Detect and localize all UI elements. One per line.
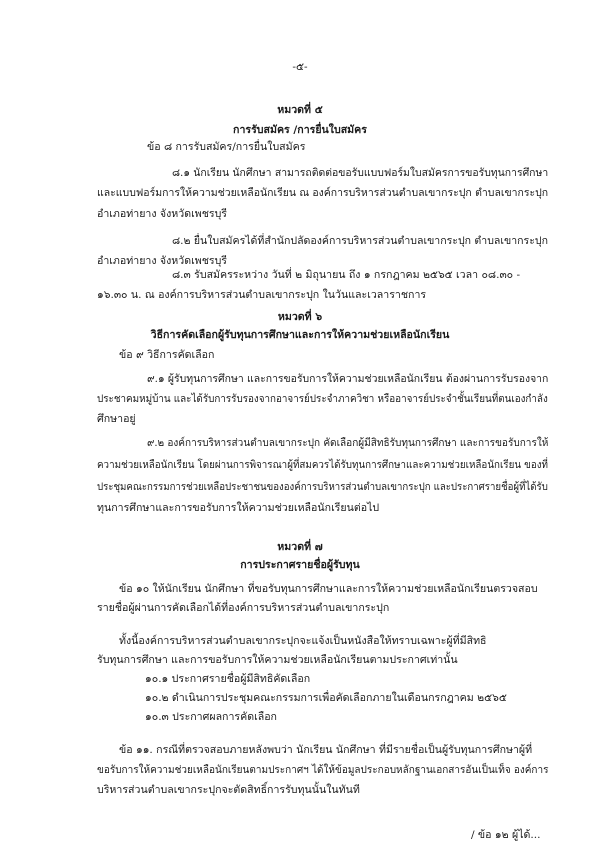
clause-9: ข้อ ๙ วิธีการคัดเลือก (119, 349, 215, 361)
item-8-3-line-1: ๘.๓ รับสมัครระหว่าง วันที่ ๒ มิถุนายน ถึง ๑ กรกฎาคม ๒๕๖๕ เวลา ๐๘.๓๐ - (172, 269, 521, 281)
clause-10-line-1: ข้อ ๑๐ ให้นักเรียน นักศึกษา ที่ขอรับทุนการศึกษาและการให้ความช่วยเหลือนักเรียนตรวจสอบ (119, 583, 538, 595)
clause-11-line-1: ข้อ ๑๑. กรณีที่ตรวจสอบภายหลังพบว่า นักเรียน นักศึกษา ที่มีรายชื่อเป็นผู้รับทุนการศึกษาผู้ที่ (119, 744, 533, 756)
item-10-1: ๑๐.๑ ประกาศรายชื่อผู้มีสิทธิคัดเลือก (145, 673, 311, 685)
item-10-2: ๑๐.๒ ดำเนินการประชุมคณะกรรมการเพื่อคัดเลือกภายในเดือนกรกฎาคม ๒๕๖๕ (145, 692, 507, 704)
clause-10-line-2: รายชื่อผู้ผ่านการคัดเลือกได้ที่องค์การบริหารส่วนตำบลเขากระปุก (97, 602, 390, 614)
item-9-1-line-3: ศึกษาอยู่ (97, 413, 136, 425)
item-9-1-line-1: ๙.๑ ผู้รับทุนการศึกษา และการขอรับการให้ความช่วยเหลือนักเรียน ต้องผ่านการรับรองจาก (147, 373, 549, 385)
item-9-2-line-3: ประชุมคณะกรรมการช่วยเหลือประชาชนขององค์การบริหารส่วนตำบลเขากระปุก และประกาศรายชื่อผู้ที่ได้รับ (97, 481, 548, 493)
notice-line-1: ทั้งนี้องค์การบริหารส่วนตำบลเขากระปุกจะแจ้งเป็นหนังสือให้ทราบเฉพาะผู้ที่มีสิทธิ (119, 635, 487, 647)
section5-heading: หมวดที่ ๕ (277, 104, 323, 116)
item-8-1-line-1: ๘.๑ นักเรียน นักศึกษา สามารถติดต่อขอรับแบบฟอร์มใบสมัครการขอรับทุนการศึกษา (172, 167, 549, 179)
page-number: -๕- (292, 61, 308, 73)
item-8-1-line-2: และแบบฟอร์มการให้ความช่วยเหลือนักเรียน ณ องค์การบริหารส่วนตำบลเขากระปุก ตำบลเขากระปุก (97, 187, 549, 199)
item-9-2-line-2: ความช่วยเหลือนักเรียน โดยผ่านการพิจารณาผู้ที่สมควรได้รับทุนการศึกษาและความช่วยเหลือนักเรียน ของที่ (97, 459, 549, 471)
clause-11-line-2: ขอรับการให้ความช่วยเหลือนักเรียนตามประกาศฯ ได้ให้ข้อมูลประกอบหลักฐานเอกสารอันเป็นเท็จ องค์การ (97, 764, 549, 776)
clause-8: ข้อ ๘ การรับสมัคร/การยื่นใบสมัคร (147, 141, 306, 153)
section6-heading: หมวดที่ ๖ (277, 311, 323, 323)
item-8-1-line-3: อำเภอท่ายาง จังหวัดเพชรบุรี (97, 208, 227, 220)
section5-title: การรับสมัคร /การยื่นใบสมัคร (233, 124, 367, 136)
item-8-2-line-2: อำเภอท่ายาง จังหวัดเพชรบุรี (97, 255, 227, 267)
footer-continuation: / ข้อ ๑๒ ผู้ได้... (471, 829, 541, 841)
item-9-1-line-2: ประชาคมหมู่บ้าน และได้รับการรับรองจากอาจารย์ประจำภาควิชา หรืออาจารย์ประจำชั้นเรียนที่ตนเองกำลัง (97, 393, 548, 405)
section6-title: วิธีการคัดเลือกผู้รับทุนการศึกษาและการให้ความช่วยเหลือนักเรียน (150, 329, 450, 341)
item-8-3-line-2: ๑๖.๓๐ น. ณ องค์การบริหารส่วนตำบลเขากระปุก ในวันและเวลาราชการ (97, 289, 427, 301)
section7-heading: หมวดที่ ๗ (277, 541, 323, 553)
notice-line-2: รับทุนการศึกษา และการขอรับการให้ความช่วยเหลือนักเรียนตามประกาศเท่านั้น (97, 654, 458, 666)
item-8-2-line-1: ๘.๒ ยื่นใบสมัครได้ที่สำนักปลัดองค์การบริหารส่วนตำบลเขากระปุก ตำบลเขากระปุก (172, 235, 549, 247)
item-9-2-line-4: ทุนการศึกษาและการขอรับการให้ความช่วยเหลือนักเรียนต่อไป (97, 502, 380, 514)
item-9-2-line-1: ๙.๒ องค์การบริหารส่วนตำบลเขากระปุก คัดเลือกผู้มีสิทธิรับทุนการศึกษา และการขอรับการให้ (147, 437, 549, 449)
clause-11-line-3: บริหารส่วนตำบลเขากระปุกจะตัดสิทธิ์การรับทุนนั้นในทันที (97, 784, 360, 796)
item-10-3: ๑๐.๓ ประกาศผลการคัดเลือก (145, 711, 277, 723)
section7-title: การประกาศรายชื่อผู้รับทุน (240, 559, 360, 571)
